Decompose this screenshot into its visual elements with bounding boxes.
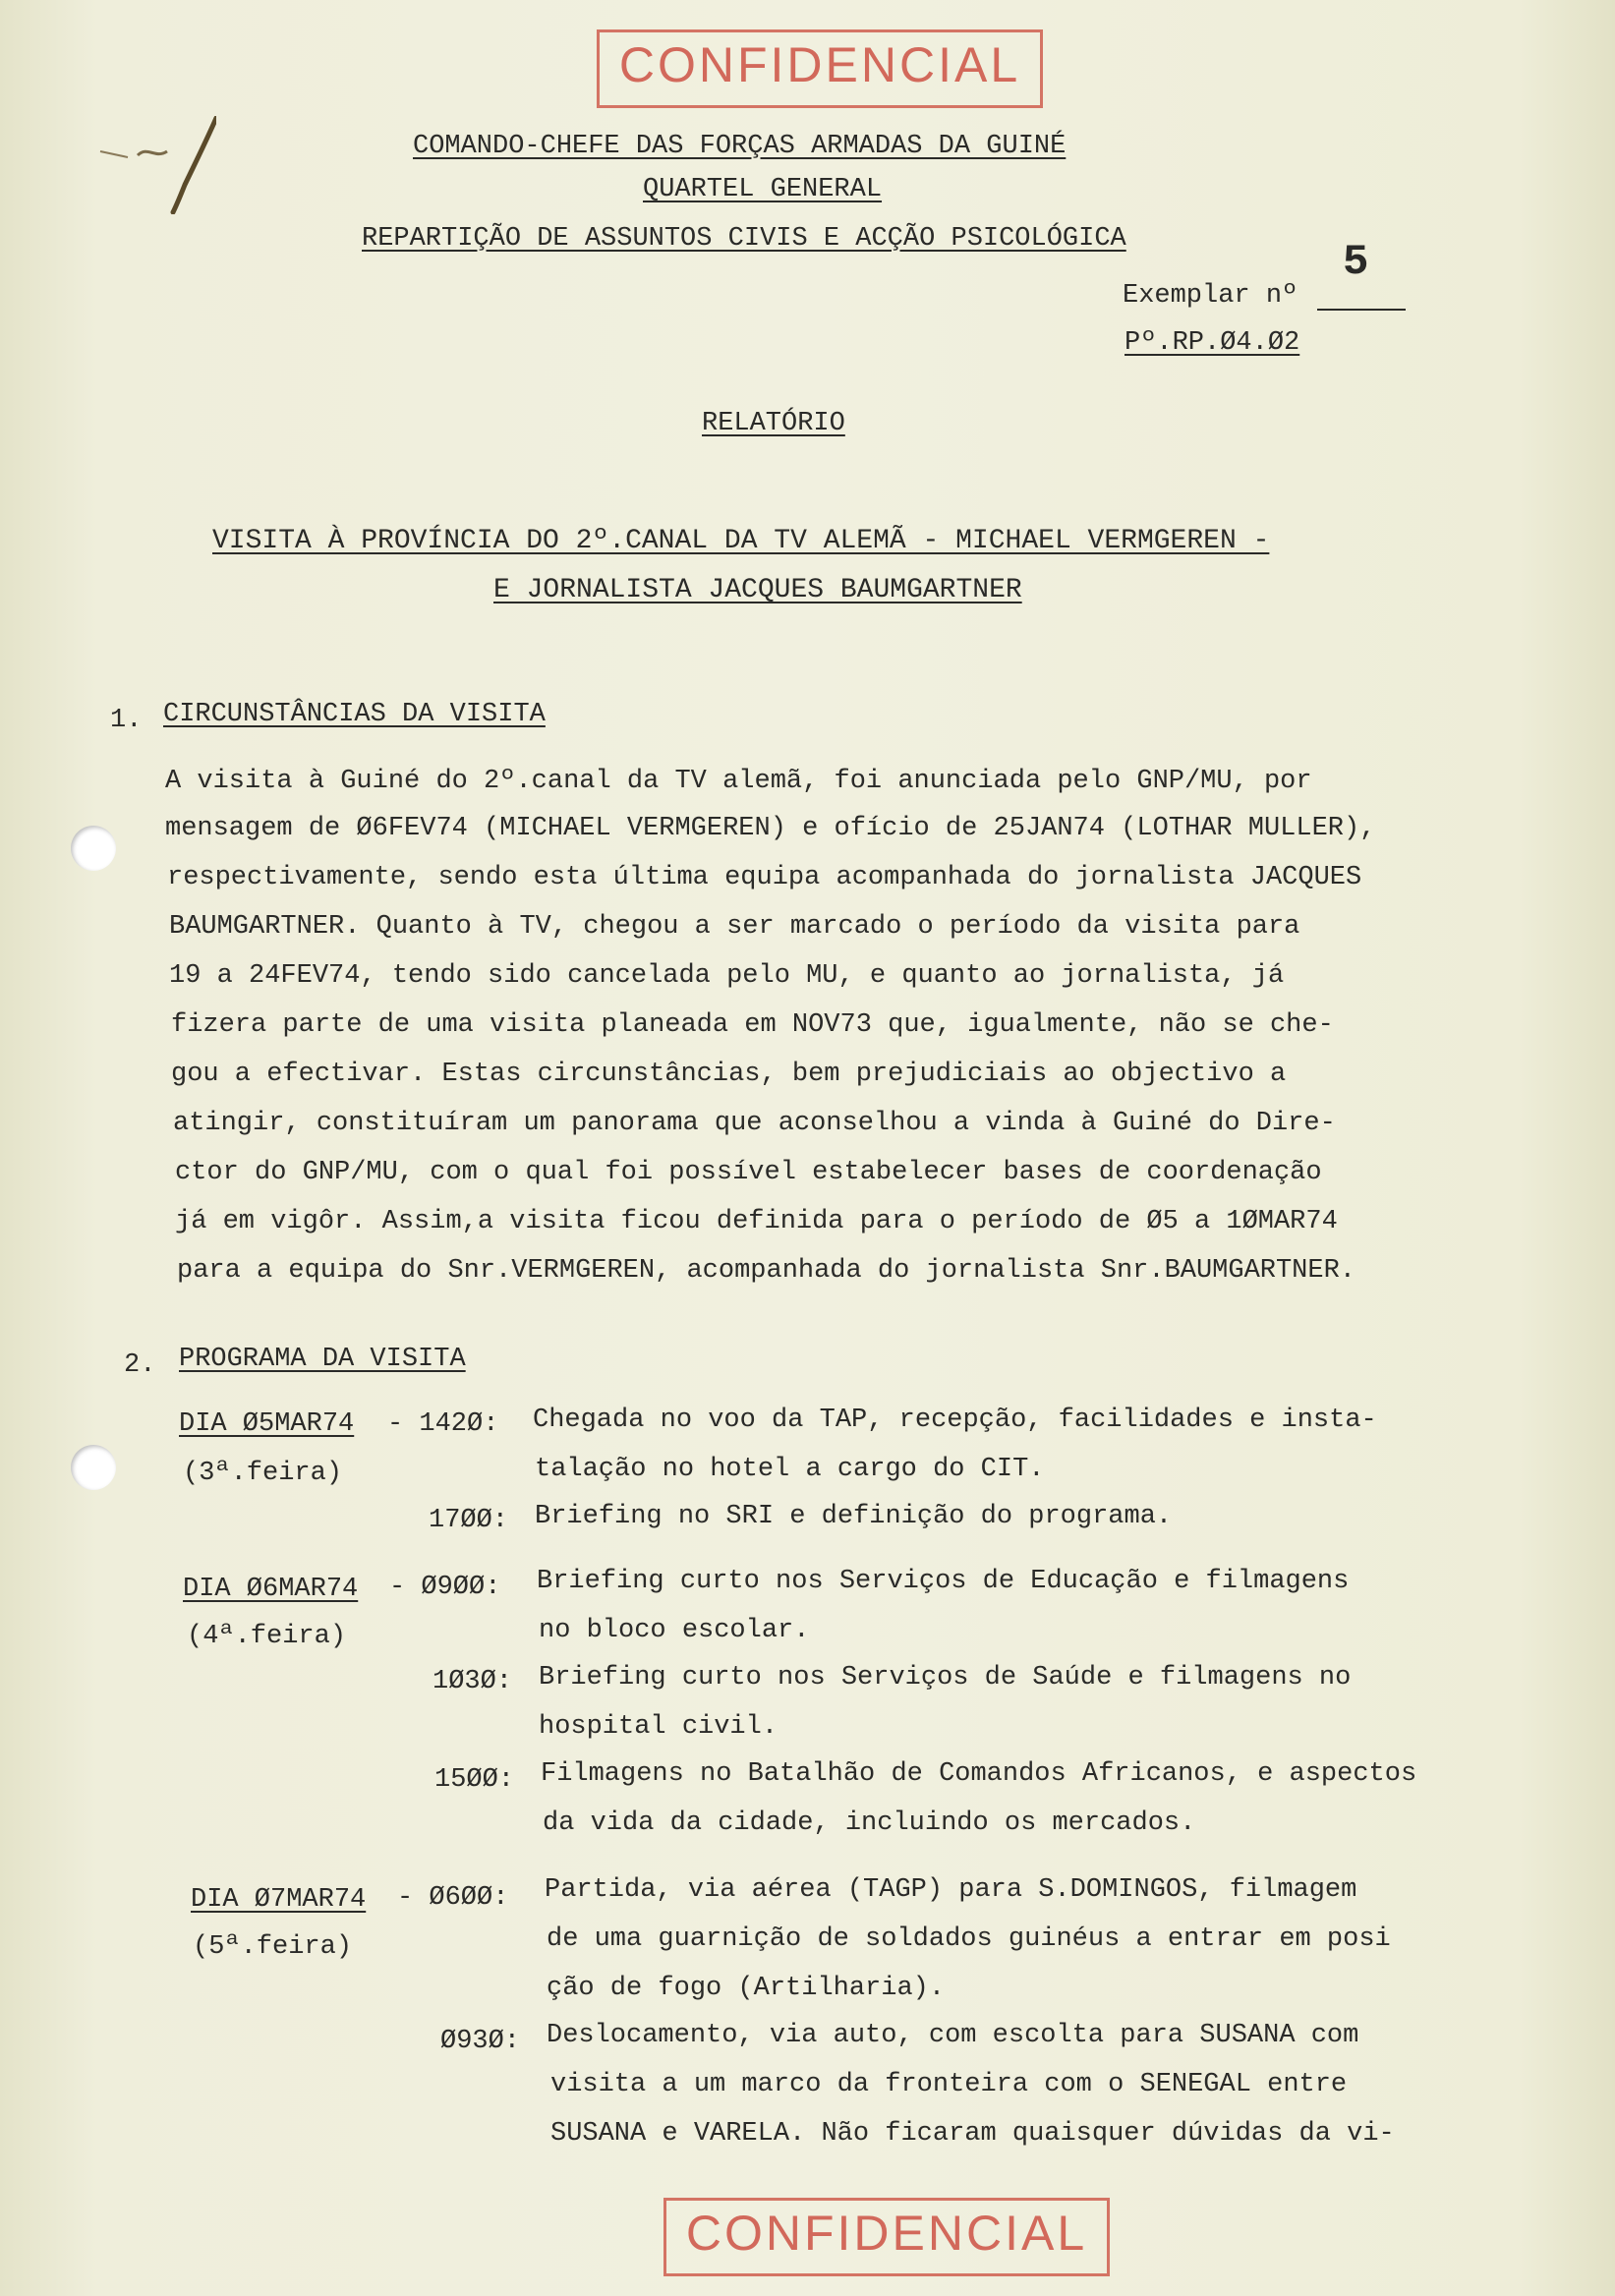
section1-line: 19 a 24FEV74, tendo sido cancelada pelo MU, e quanto ao jornalista, já bbox=[169, 961, 1285, 991]
exemplar-reference: Pº.RP.Ø4.Ø2 bbox=[1125, 328, 1300, 358]
entry-text: visita a um marco da fronteira com o SENEGAL entre bbox=[550, 2070, 1348, 2099]
day-date: DIA Ø5MAR74 bbox=[179, 1409, 355, 1439]
entry-text: de uma guarnição de soldados guinéus a entrar em posi bbox=[547, 1924, 1391, 1954]
entry-time: - Ø9ØØ: bbox=[389, 1573, 501, 1602]
section1-line: A visita à Guiné do 2º.canal da TV alemã, foi anunciada pelo GNP/MU, por bbox=[165, 767, 1312, 796]
exemplar-number: 5 bbox=[1343, 238, 1369, 287]
section1-line: gou a efectivar. Estas circunstâncias, bem prejudiciais ao objectivo a bbox=[171, 1060, 1287, 1089]
entry-time: 1Ø3Ø: bbox=[433, 1667, 513, 1696]
section1-line: ctor do GNP/MU, com o qual foi possível estabelecer bases de coordenação bbox=[175, 1158, 1322, 1187]
entry-text: ção de fogo (Artilharia). bbox=[547, 1974, 946, 2003]
report-title: RELATÓRIO bbox=[702, 409, 845, 438]
section1-line: para a equipa do Snr.VERMGEREN, acompanhada do jornalista Snr.BAUMGARTNER. bbox=[177, 1256, 1355, 1286]
day-date: DIA Ø7MAR74 bbox=[191, 1885, 367, 1915]
section1-line: respectivamente, sendo esta última equipa acompanhada do jornalista JACQUES bbox=[167, 863, 1362, 892]
entry-time: - 142Ø: bbox=[387, 1409, 499, 1439]
section1-line: já em vigôr. Assim,a visita ficou definida para o período de Ø5 a 1ØMAR74 bbox=[175, 1207, 1338, 1236]
entry-text: da vida da cidade, incluindo os mercados. bbox=[543, 1808, 1196, 1838]
entry-text: talação no hotel a cargo do CIT. bbox=[535, 1455, 1045, 1484]
handwritten-mark-icon bbox=[98, 116, 216, 214]
section1-heading: CIRCUNSTÂNCIAS DA VISITA bbox=[163, 700, 546, 729]
confidential-stamp-top: CONFIDENCIAL bbox=[597, 29, 1043, 108]
entry-text: SUSANA e VARELA. Não ficaram quaisquer dúvidas da vi- bbox=[550, 2119, 1395, 2149]
entry-text: no bloco escolar. bbox=[539, 1616, 810, 1645]
section1-number: 1. bbox=[110, 706, 143, 735]
section1-line: fizera parte de uma visita planeada em NOV73 que, igualmente, não se che- bbox=[171, 1010, 1334, 1040]
subject-line-2: E JORNALISTA JACQUES BAUMGARTNER bbox=[493, 575, 1022, 605]
section2-heading: PROGRAMA DA VISITA bbox=[179, 1345, 466, 1374]
section1-line: atingir, constituíram um panorama que aconselhou a vinda à Guiné do Dire- bbox=[173, 1109, 1336, 1138]
day-weekday: (5ª.feira) bbox=[193, 1932, 353, 1962]
entry-text: Briefing curto nos Serviços de Saúde e filmagens no bbox=[539, 1663, 1352, 1693]
day-date: DIA Ø6MAR74 bbox=[183, 1575, 359, 1604]
entry-text: Briefing no SRI e definição do programa. bbox=[535, 1502, 1173, 1531]
entry-time: - Ø6ØØ: bbox=[397, 1883, 509, 1913]
exemplar-label: Exemplar nº bbox=[1123, 281, 1298, 311]
entry-text: Partida, via aérea (TAGP) para S.DOMINGOS, filmagem bbox=[545, 1875, 1357, 1905]
day-weekday: (3ª.feira) bbox=[183, 1459, 343, 1488]
header-quartel: QUARTEL GENERAL bbox=[643, 175, 883, 204]
confidential-stamp-bottom: CONFIDENCIAL bbox=[663, 2198, 1110, 2276]
entry-time: 15ØØ: bbox=[434, 1765, 515, 1795]
punch-hole bbox=[71, 826, 116, 871]
entry-time: Ø93Ø: bbox=[440, 2027, 521, 2056]
punch-hole bbox=[71, 1445, 116, 1490]
subject-line-1: VISITA À PROVÍNCIA DO 2º.CANAL DA TV ALEMÃ - MICHAEL VERMGEREN - bbox=[212, 526, 1270, 556]
header-command: COMANDO-CHEFE DAS FORÇAS ARMADAS DA GUINÉ bbox=[413, 132, 1067, 161]
header-repartition: REPARTIÇÃO DE ASSUNTOS CIVIS E ACÇÃO PSICOLÓGICA bbox=[362, 224, 1126, 254]
entry-text: hospital civil. bbox=[539, 1712, 779, 1742]
day-weekday: (4ª.feira) bbox=[187, 1622, 347, 1651]
section1-line: BAUMGARTNER. Quanto à TV, chegou a ser marcado o período da visita para bbox=[169, 912, 1300, 942]
entry-text: Chegada no voo da TAP, recepção, facilidades e insta- bbox=[533, 1406, 1377, 1435]
section2-number: 2. bbox=[124, 1350, 156, 1380]
entry-text: Deslocamento, via auto, com escolta para SUSANA com bbox=[547, 2021, 1359, 2050]
entry-text: Filmagens no Batalhão de Comandos Africanos, e aspectos bbox=[541, 1759, 1417, 1789]
entry-time: 17ØØ: bbox=[429, 1506, 509, 1535]
section1-line: mensagem de Ø6FEV74 (MICHAEL VERMGEREN) e ofício de 25JAN74 (LOTHAR MULLER), bbox=[165, 814, 1376, 843]
entry-text: Briefing curto nos Serviços de Educação e filmagens bbox=[537, 1567, 1350, 1596]
